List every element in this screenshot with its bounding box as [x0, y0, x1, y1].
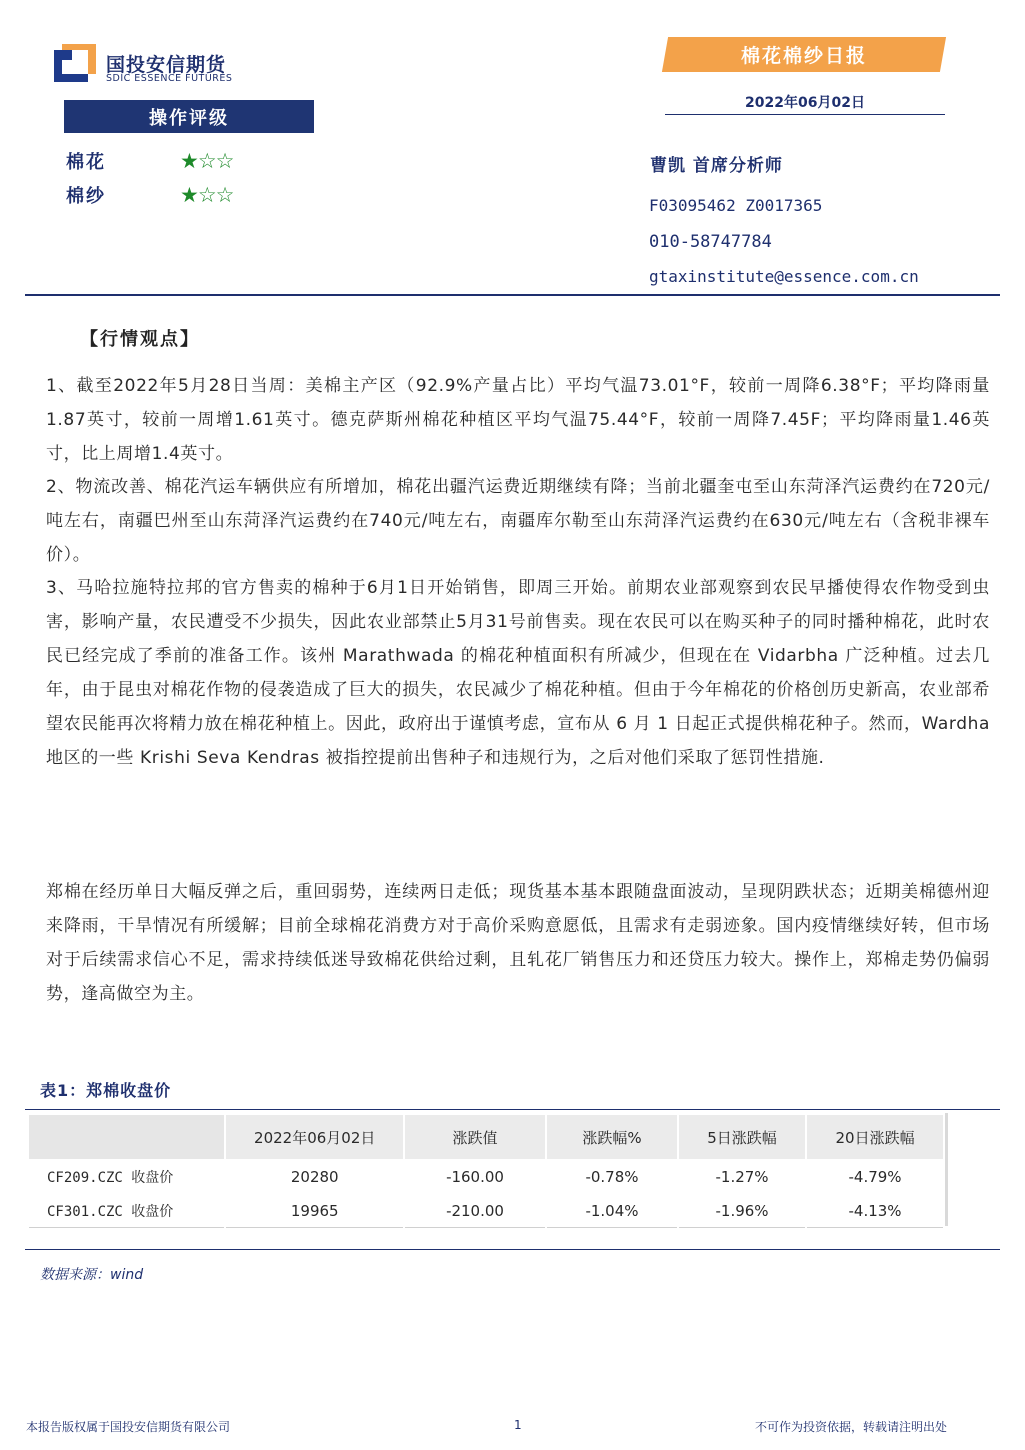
paragraph-3: 3、马哈拉施特拉邦的官方售卖的棉种于6月1日开始销售，即周三开始。前期农业部观察到农民早播使得农作物受到虫害，影响产量，农民遭受不少损失，因此农业部禁止5月31号前售卖。现在农民可以在购买种子的同时播种棉花，此时农民已经完成了季前的准备工作。该州 Marathwada 的棉花种植面积有所减少，但现在在 Vidarbha 广泛种植。过去几年，由于昆虫对棉花作物的侵袭造成了巨大的损失，农民减少了棉花种植。但由于今年棉花的价格创历史新高，农业部希望农民能再次将精力放在棉花种植上。因此，政府出于谨慎考虑，宣布从 6 月 1 日起正式提供棉花种子。然而，Wardha 地区的一些 Krishi Seva Kendras 被指控提前出售种子和违规行为，之后对他们采取了惩罚性措施. — [46, 578, 990, 768]
table-cell: -210.00 — [404, 1194, 546, 1228]
section-heading: 【行情观点】 — [80, 329, 200, 350]
rating-label: 棉花 — [66, 152, 106, 173]
header-divider — [25, 294, 1000, 296]
table-cell: CF301.CZC 收盘价 — [28, 1194, 225, 1228]
table-header-cell: 5日涨跌幅 — [678, 1114, 806, 1160]
analyst-phone: 010-58747784 — [649, 232, 772, 252]
company-name-english: SDIC ESSENCE FUTURES — [106, 73, 233, 84]
analyst-email-link[interactable]: gtaxinstitute@essence.com.cn — [649, 267, 919, 286]
table-cell: -4.79% — [806, 1160, 944, 1194]
rating-row-cotton — [66, 148, 326, 174]
table-header-cell: 2022年06月02日 — [225, 1114, 404, 1160]
table-cell: -1.27% — [678, 1160, 806, 1194]
footer-copyright: 本报告版权属于国投安信期货有限公司 — [26, 1420, 231, 1434]
table-header-cell: 20日涨跌幅 — [806, 1114, 944, 1160]
footer-disclaimer: 不可作为投资依据，转载请注明出处 — [755, 1420, 948, 1434]
table-cell: -1.04% — [546, 1194, 678, 1228]
table-cell: CF209.CZC 收盘价 — [28, 1160, 225, 1194]
company-name: 国投安信期货 — [106, 54, 227, 76]
table-cell: -0.78% — [546, 1160, 678, 1194]
table-cell: -160.00 — [404, 1160, 546, 1194]
data-source-note: 数据来源：wind — [40, 1267, 144, 1283]
analyst-name: 曹凯 首席分析师 — [650, 156, 783, 176]
table-cell: -1.96% — [678, 1194, 806, 1228]
date-underline — [665, 114, 945, 115]
table-title: 表1：郑棉收盘价 — [40, 1081, 172, 1100]
rating-stars-icon: ★☆☆ — [180, 183, 234, 207]
table-row — [28, 1194, 944, 1228]
page-number: 1 — [514, 1418, 522, 1432]
table-row — [28, 1160, 944, 1194]
report-title: 棉花棉纱日报 — [740, 45, 867, 67]
report-title-banner — [662, 37, 946, 72]
table-header-cell: 涨跌幅% — [546, 1114, 678, 1160]
table-cell: 20280 — [225, 1160, 404, 1194]
rating-row-cotton-yarn — [66, 182, 326, 208]
table-header-cell — [28, 1114, 225, 1160]
table-cell: 19965 — [225, 1194, 404, 1228]
table-header-cell: 涨跌值 — [404, 1114, 546, 1160]
report-date: 2022年06月02日 — [745, 95, 865, 111]
price-table — [27, 1113, 947, 1228]
paragraph-summary: 郑棉在经历单日大幅反弹之后，重回弱势，连续两日走低；现货基本基本跟随盘面波动，呈现阴跌状态；近期美棉德州迎来降雨，干旱情况有所缓解；目前全球棉花消费方对于高价采购意愿低，且需求有走弱迹象。国内疫情继续好转，但市场对于后续需求信心不足，需求持续低迷导致棉花供给过剩，且轧花厂销售压力和还贷压力较大。操作上，郑棉走势仍偏弱势，逢高做空为主。 — [46, 882, 990, 1004]
rating-stars-icon: ★☆☆ — [180, 149, 234, 173]
table-top-rule — [25, 1109, 1000, 1110]
rating-banner: 操作评级 — [64, 100, 314, 133]
table-cell: -4.13% — [806, 1194, 944, 1228]
table-bottom-rule — [25, 1249, 1000, 1250]
rating-label: 棉纱 — [66, 186, 106, 207]
company-logo-icon — [54, 44, 96, 82]
paragraph-2: 2、物流改善、棉花汽运车辆供应有所增加，棉花出疆汽运费近期继续有降；当前北疆奎屯至山东菏泽汽运费约在720元/吨左右，南疆巴州至山东菏泽汽运费约在740元/吨左右，南疆库尔勒至山东菏泽汽运费约在630元/吨左右（含税非裸车价）。 — [46, 477, 990, 565]
table-header-row — [28, 1114, 944, 1160]
paragraph-1: 1、截至2022年5月28日当周：美棉主产区（92.9%产量占比）平均气温73.01°F，较前一周降6.38°F；平均降雨量1.87英寸，较前一周增1.61英寸。德克萨斯州棉花种植区平均气温75.44°F，较前一周降7.45F；平均降雨量1.46英寸，比上周增1.4英寸。 — [46, 376, 990, 464]
analyst-license-ids: F03095462 Z0017365 — [649, 196, 823, 215]
